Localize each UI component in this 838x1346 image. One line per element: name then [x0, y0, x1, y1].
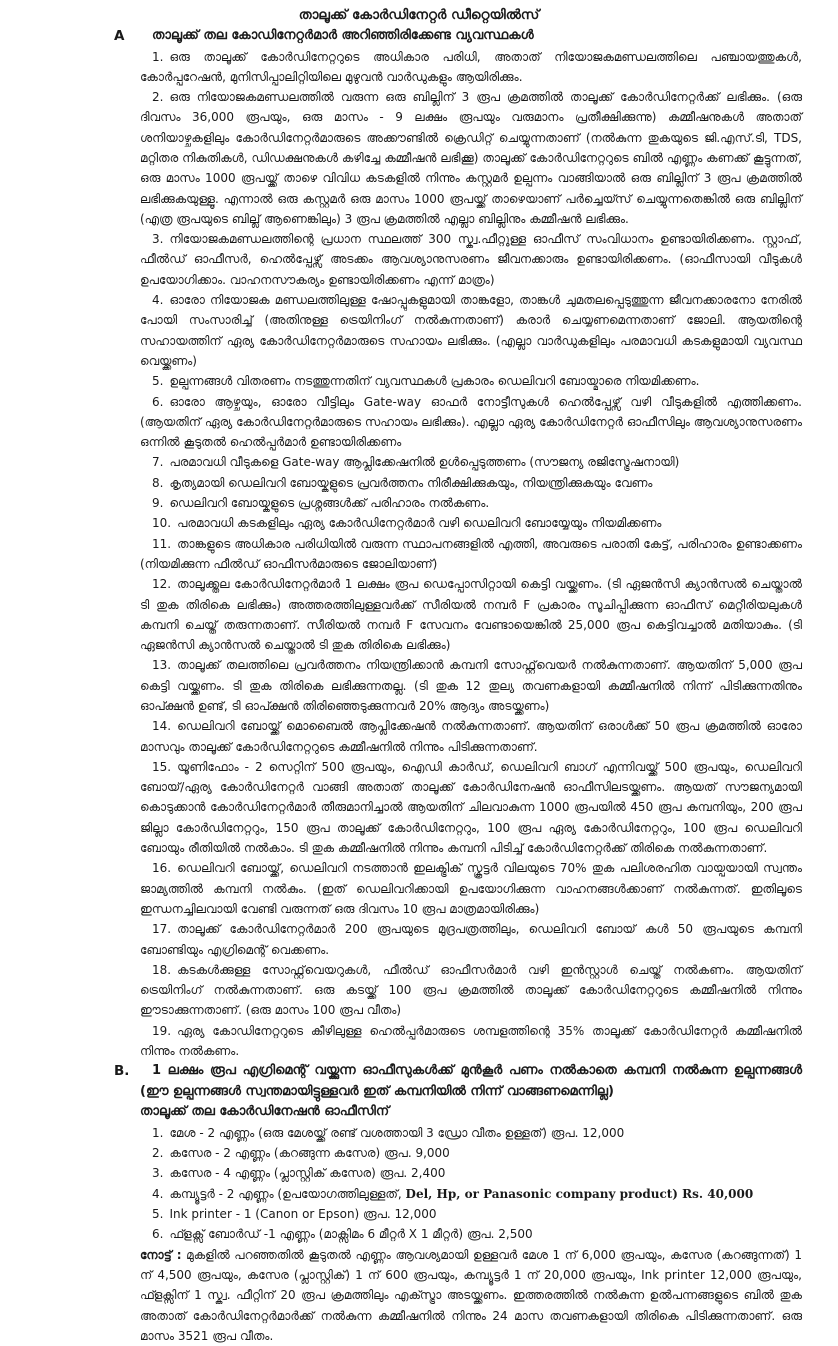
item-text: താങ്കളുടെ അധികാര പരിധിയിൽ വരുന്ന സ്ഥാപനങ്ങളിൽ എത്തി, അവരുടെ പരാതി കേട്ട്, പരിഹാരം ഉണ്ടാക്കണം (നിയമിക്കുന്ന ഫീൽഡ് ഓഫീസർമാരുടെ ജോലിയാണ്) — [140, 536, 802, 571]
list-item — [140, 1021, 802, 1062]
item-text: ഏര്യ കോഡിനേറ്ററുടെ കീഴിലുള്ള ഹെൽപ്പർമാരുടെ ശമ്പളത്തിന്റെ 35% താലൂക്ക് കോർഡിനേറ്റർ കമ്മീഷനിൽ നിന്നും നൽകണം. — [140, 1023, 802, 1059]
list-item — [140, 1184, 802, 1204]
item-text: ഓരോ നിയോജക മണ്ഡലത്തിലുള്ള ഷോപ്പുകളുമായി താങ്കളോ, താങ്കൾ ചുമതലപ്പെടുത്തുന്ന ജീവനക്കാരനോ നേരിൽ പോയി സംസാരിച്ച് (അതിനുള്ള ട്രെയിനിംഗ് നൽകുന്നതാണ്) കരാർ ചെയ്യണമെന്നതാണ് ജോലി. ആയതിന്റെ സഹായത്തിന് ഏര്യ കോർഡിനേറ്റർമാരുടെ സഹായം ലഭിക്കും. (എല്ലാ വാർഡുകളിലും പരമാവധി കടകളുമായി വ്യവസ്ഥ വെയ്ക്കണം) — [140, 293, 802, 368]
list-item — [140, 473, 802, 493]
item-text: താലൂക്ക് തലത്തിലെ പ്രവർത്തനം നിയന്ത്രിക്കാൻ കമ്പനി സോഫ്റ്റ്‌വെയർ നൽകുന്നതാണ്. ആയതിന് 5,000 രൂപ കെട്ടി വയ്ക്കണം. ടി തുക തിരികെ ലഭിക്കുന്നതല്ല. (ടി തുക 12 തുല്യ തവണകളായി കമ്മീഷനിൽ നിന്ന് പിടിക്കുന്നതിനും ഓപ്ക്ഷൻ ഉണ്ട്, ടി ഓപ്ക്ഷൻ തിരിഞ്ഞെടുക്കുന്നവർ 20% ആദ്യം അടയ്ക്കണം) — [140, 658, 802, 713]
item-number: 11. — [152, 536, 172, 551]
item-number: 17. — [152, 922, 172, 937]
list-item — [140, 229, 802, 290]
item-number: 12. — [152, 577, 172, 592]
section-a — [114, 26, 802, 1061]
item-text: ഡെലിവറി ബോയ്ക്ക് മൊബൈൽ ആപ്ലിക്കേഷൻ നൽകുന്നതാണ്. ആയതിന് ഒരാൾക്ക് 50 രൂപ ക്രമത്തിൽ ഓരോ മാസവും താലൂക്ക് കോർഡിനേറ്ററുടെ കമ്മീഷനിൽ നിന്നും പിടിക്കുന്നതാണ്. — [140, 719, 802, 754]
item-text: കമ്പ്യൂട്ടർ - 2 എണ്ണം (ഉപയോഗത്തിലുള്ളത്, — [169, 1186, 406, 1201]
item-text: പരമാവധി വീടുകളെ Gate-way ആപ്ലിക്കേഷനിൽ ഉൾപ്പെടുത്തണം (സൗജന്യ രജിസ്ട്രേഷനായി) — [169, 455, 680, 470]
item-text: കസേര - 4 എണ്ണം (പ്ലാസ്റ്റിക് കസേര) രൂപ. 2,400 — [169, 1166, 446, 1181]
item-number: 19. — [152, 1023, 172, 1038]
item-number: 14. — [152, 719, 172, 734]
item-number: 3. — [152, 232, 164, 247]
list-item — [140, 1224, 802, 1244]
item-text: താലൂക്ക്തല കോർഡിനേറ്റർമാർ 1 ലക്ഷം രൂപ ഡെപ്പോസിറ്റായി കെട്ടി വയ്ക്കണം. (ടി ഏജൻസി ക്യാൻസൽ ചെയ്താൽ ടി തുക തിരികെ ലഭിക്കും) അത്തരത്തിലുള്ളവർക്ക് സീരിയൽ നമ്പർ F പ്രകാരം സൂചിപ്പിക്കുന്ന ഓഫീസ് മെറ്റീരിയലുകൾ കമ്പനി ചെയ്ത് തരുന്നതാണ്. സീരിയൽ നമ്പർ F സേവനം വേണ്ടായെങ്കിൽ 25,000 രൂപ കെട്ടിവച്ചാൽ മതിയാകും. (ടി ഏജൻസി ക്യാൻസൽ ചെയ്താൽ ടി തുക തിരികെ ലഭിക്കും) — [140, 577, 802, 653]
list-item — [140, 1123, 802, 1143]
item-number: 1. — [152, 1125, 164, 1140]
list-item — [140, 1204, 802, 1224]
list-item — [140, 452, 802, 472]
item-text: ഒരു നിയോജകമണ്ഡലത്തിൽ വരുന്ന ഒരു ബില്ലിന് 3 രൂപ ക്രമത്തിൽ താലൂക്ക് കോർഡിനേറ്റർക്ക് ലഭിക്കും. (ഒരു ദിവസം 36,000 രൂപയും, ഒരു മാസം - 9 ലക്ഷം രൂപയും വരുമാനം പ്രതീക്ഷിക്കുന്നു) കമ്മീഷനുകൾ അതാത് ശനിയാഴ്ചകളിലും കോർഡിനേറ്റർമാരുടെ അക്കൗണ്ടിൽ ക്രെഡിറ്റ് ചെയ്യുന്നതാണ് (നൽകുന്ന തുകയുടെ ജി.എസ്.ടി, TDS, മറ്റിതര നികുതികൾ, ഡിഡക്ഷനുകൾ കഴിച്ചേ കമ്മീഷൻ ലഭിക്കൂ) താലൂക്ക് കോർഡിനേറ്ററുടെ ബിൽ എണ്ണം കണക്ക് കൂട്ടുന്നത്, ഒരു മാസം 1000 രൂപയ്ക്ക് താഴെ വിവിധ കടകളിൽ നിന്നും കസ്റ്റമർ ഉല്പന്നം വാങ്ങിയാൽ ഒരു ബില്ലിന് 3 രൂപ ക്രമത്തിൽ ലഭിക്കുകയുള്ളൂ. എന്നാൽ ഒരു കസ്റ്റമർ ഒരു മാസം 1000 രൂപയ്ക്ക് താഴെയാണ് പർച്ചെയ്സ് ചെയ്യുന്നതെങ്കിൽ ഒരു ബില്ലിന് (എത്ര രൂപയുടെ ബില്ല് ആണെങ്കിലും) 3 രൂപ ക്രമത്തിൽ എല്ലാ ബില്ലിനും കമ്മീഷൻ ലഭിക്കും. — [140, 90, 802, 226]
list-item — [140, 87, 802, 229]
list-item — [140, 513, 802, 533]
item-text: കസേര - 2 എണ്ണം (കറങ്ങുന്ന കസേര) രൂപ. 9,000 — [169, 1146, 450, 1161]
item-number: 15. — [152, 759, 172, 774]
section-a-heading: താലൂക്ക് തല കോഡിനേറ്റർമാർ അറിഞ്ഞിരിക്കേണ്ട വ്യവസ്ഥകൾ — [152, 28, 534, 43]
list-item — [140, 919, 802, 960]
item-text: കടകൾക്കുള്ള സോഫ്റ്റ്‌വെയറുകൾ, ഫീൽഡ് ഓഫീസർമാർ വഴി ഇൻസ്റ്റാൾ ചെയ്ത് നൽകണം. ആയതിന് ട്രെയിനിംഗ് നൽകുന്നതാണ്. ഒരു കടയ്ക്ക് 100 രൂപ ക്രമത്തിൽ താലൂക്ക് കോർഡിനേറ്ററുടെ കമ്മീഷനിൽ നിന്നും ഈടാക്കുന്നതാണ്. (ഒരു മാസം 100 രൂപ വീതം) — [140, 962, 802, 1018]
list-item — [140, 655, 802, 716]
item-number: 8. — [152, 475, 164, 490]
item-number: 6. — [152, 394, 164, 409]
item-text: കൃത്യമായി ഡെലിവറി ബോയ്കളുടെ പ്രവർത്തനം നിരീക്ഷിക്കുകയും, നിയന്ത്രിക്കുകയും വേണം — [169, 475, 653, 490]
note-label: നോട്ട് : — [140, 1247, 182, 1262]
item-number: 5. — [152, 374, 164, 389]
item-text: നിയോജകമണ്ഡലത്തിന്റെ പ്രധാന സ്ഥലത്ത് 300 സ്ക്വ.ഫീറ്റുള്ള ഓഫീസ് സംവിധാനം ഉണ്ടായിരിക്കണം. സ്റ്റാഫ്, ഫീൽഡ് ഓഫീസർ, ഹെൽപ്പേഴ്സ് അടക്കം ആവശ്യാനുസരണം ജീവനക്കാരും ഉണ്ടായിരിക്കണം. (ഓഫീസായി വീടുകൾ ഉപയോഗിക്കാം. വാഹനസൗകര്യം ഉണ്ടായിരിക്കണം എന്ന് മാത്രം) — [140, 232, 802, 287]
section-b-items — [140, 1123, 802, 1245]
item-number: 5. — [152, 1207, 164, 1222]
item-number: 10. — [152, 516, 172, 531]
list-item — [140, 493, 802, 513]
item-bold-text: Del, Hp, or Panasonic company product) Rs. 40,000 — [405, 1186, 754, 1201]
list-item — [140, 371, 802, 391]
item-number: 1. — [152, 49, 164, 64]
list-item — [140, 1163, 802, 1183]
item-number: 6. — [152, 1227, 164, 1242]
page-title: താലൂക്ക് കോർഡിനേറ്റർ ഡീറ്റെയിൽസ് — [298, 7, 540, 23]
item-text: ഫ്ളക്സ് ബോർഡ് -1 എണ്ണം (മാക്സിമം 6 മീറ്റർ X 1 മീറ്റർ) രൂപ. 2,500 — [169, 1227, 533, 1242]
item-text: ഉല്പന്നങ്ങൾ വിതരണം നടത്തുന്നതിന് വ്യവസ്ഥകൾ പ്രകാരം ഡെലിവറി ബോയ്മാരെ നിയമിക്കണം. — [169, 374, 700, 389]
item-number: 7. — [152, 455, 164, 470]
list-item — [140, 757, 802, 858]
item-text: ഓരോ ആഴ്ചയും, ഓരോ വീട്ടിലും Gate-way ഓഫർ നോട്ടീസുകൾ ഹെൽപ്പേഴ്സ് വഴി വീടുകളിൽ എത്തിക്കണം. (ആയതിന് ഏര്യ കോർഡിനേറ്റർമാരുടെ സഹായം ലഭിക്കും). എല്ലാ ഏര്യ കോർഡിനേറ്റർ ഓഫീസിലും ആവശ്യാനുസരണം ഒന്നിൽ കൂടുതൽ ഹെൽപ്പർമാർ ഉണ്ടായിരിക്കണം — [140, 394, 802, 450]
list-item — [140, 960, 802, 1021]
item-number: 2. — [152, 90, 164, 105]
item-text: മേശ - 2 എണ്ണം (ഒരു മേശയ്ക്ക് രണ്ട് വശത്തായി 3 ഡ്രോ വീതം ഉള്ളത്) രൂപ. 12,000 — [169, 1125, 625, 1140]
item-number: 3. — [152, 1166, 164, 1181]
list-item — [140, 47, 802, 88]
item-text: ഡെലിവറി ബോയ്ക്ക്, ഡെലിവറി നടത്താൻ ഇലക്ട്രിക് സ്കൂട്ടർ വിലയുടെ 70% തുക പലിശരഹിത വായ്പയായി സ്വന്തം ജാമ്യത്തിൽ കമ്പനി നൽകും. (ഇത് ഡെലിവറിക്കായി ഉപയോഗിക്കുന്ന വാഹനങ്ങൾക്കാണ് നൽകുന്നത്. ഇതിലൂടെ ഇന്ധനച്ചിലവായി വേണ്ടി വരുന്നത് ഒരു ദിവസം 10 രൂപ മാത്രമായിരിക്കും) — [140, 861, 802, 916]
list-item — [140, 574, 802, 655]
section-a-letter: A — [114, 28, 125, 44]
item-number: 4. — [152, 293, 164, 308]
item-number: 13. — [152, 658, 172, 673]
item-text: താലൂക്ക് കോർഡിനേറ്റർമാർ 200 രൂപയുടെ മുദ്രപത്രത്തിലും, ഡെലിവറി ബോയ് കൾ 50 രൂപയുടെ കമ്പനി ബോണ്ടിയും എഗ്രിമെന്റ് വെക്കണം. — [140, 922, 802, 957]
item-number: 18. — [152, 962, 172, 977]
item-text: Ink printer - 1 (Canon or Epson) രൂപ. 12,000 — [169, 1207, 437, 1222]
section-b-subtitle: താലൂക്ക് തല കോർഡിനേഷൻ ഓഫീസിന് — [140, 1104, 390, 1120]
item-text: യൂണിഫോം - 2 സെറ്റിന് 500 രൂപയും, ഐഡി കാർഡ്, ഡെലിവറി ബാഗ് എന്നിവയ്ക്ക് 500 രൂപയും, ഡെലിവറി ബോയ്/ഏര്യ കോർഡിനേറ്റർ വാങ്ങി അതാത് താലൂക്ക് കോർഡിനേഷൻ ഓഫീസിലടയ്ക്കണം. ആയത് സൗജന്യമായി കൊടുക്കാൻ കോർഡിനേറ്റർമാർ തീരുമാനിച്ചാൽ ആയതിന് ചിലവാകുന്ന 1000 രൂപയിൽ 450 രൂപ കമ്പനിയും, 200 രൂപ ജില്ലാ കോർഡിനേറ്ററും, 150 രൂപ താലൂക്ക് കോർഡിനേറ്ററും, 100 രൂപ ഏര്യ കോർഡിനേറ്ററും, 100 രൂപ ഡെലിവറി ബോയും രീതിയിൽ നൽകാം. ടി തുക കമ്മീഷനിൽ നിന്നും കമ്പനി പിടിച്ച് കോർഡിനേറ്റർക്ക് തിരികെ നൽകുന്നതാണ്. — [140, 759, 802, 856]
section-b-heading: 1 ലക്ഷം രൂപ എഗ്രിമെന്റ് വയ്ക്കുന്ന ഓഫീസുകൾക്ക് മുൻകൂർ പണം നൽകാതെ കമ്പനി നൽകുന്ന ഉല്പന്നങ്ങൾ (ഈ ഉല്പന്നങ്ങൾ സ്വന്തമായിട്ടുള്ളവർ ഇത് കമ്പനിയിൽ നിന്ന് വാങ്ങണമെന്നില്ല) — [140, 1063, 802, 1099]
note-paragraph — [140, 1245, 802, 1346]
item-number: 4. — [152, 1186, 164, 1201]
item-text: ഡെലിവറി ബോയ്കളുടെ പ്രശ്നങ്ങൾക്ക് പരിഹാരം നൽകണം. — [169, 496, 490, 511]
section-b — [114, 1061, 802, 1346]
item-number: 9. — [152, 496, 164, 511]
section-a-items — [140, 47, 802, 1062]
list-item — [140, 1143, 802, 1163]
item-text: പരമാവധി കടകളിലും ഏര്യ കോർഡിനേറ്റർമാർ വഴി ഡെലിവറി ബോയ്യേയും നിയമിക്കണം — [177, 516, 662, 531]
item-text: ഒരു താലൂക്ക് കോർഡിനേറ്ററുടെ അധികാര പരിധി, അതാത് നിയോജകമണ്ഡലത്തിലെ പഞ്ചായത്തുകൾ, കോർപ്പറേഷൻ, മുനിസിപ്പാലിറ്റിയിലെ മുഴുവൻ വാർഡുകളും ആയിരിക്കും. — [140, 49, 802, 84]
item-number: 16. — [152, 861, 172, 876]
list-item — [140, 858, 802, 919]
list-item — [140, 392, 802, 453]
list-item — [140, 716, 802, 757]
list-item — [140, 290, 802, 371]
section-b-letter: B. — [114, 1063, 130, 1080]
list-item — [140, 534, 802, 575]
item-number: 2. — [152, 1146, 164, 1161]
note-text: മുകളിൽ പറഞ്ഞതിൽ കൂടുതൽ എണ്ണം ആവശ്യമായി ഉള്ളവർ മേശ 1 ന് 6,000 രൂപയും, കസേര (കറങ്ങുന്നത്) 1 ന് 4,500 രൂപയും, കസേര (പ്ലാസ്റ്റിക്) 1 ന് 600 രൂപയും, കമ്പ്യൂട്ടർ 1 ന് 20,000 രൂപയും, Ink printer 12,000 രൂപയും, ഫ്ളക്സിന് 1 സ്ക്വ. ഫീറ്റിന് 20 രൂപ ക്രമത്തിലും എക്സ്ട്രാ അടയ്ക്കണം. ഇത്തരത്തിൽ നൽകുന്ന ഉൽപന്നങ്ങളുടെ ബിൽ തുക അതാത് കോർഡിനേറ്റർമാർക്ക് നൽകുന്ന കമ്മീഷനിൽ നിന്നും 24 മാസ തവണകളായി തിരികെ പിടിക്കുന്നതാണ്. ഒരു മാസം 3521 രൂപ വീതം. — [140, 1247, 802, 1343]
